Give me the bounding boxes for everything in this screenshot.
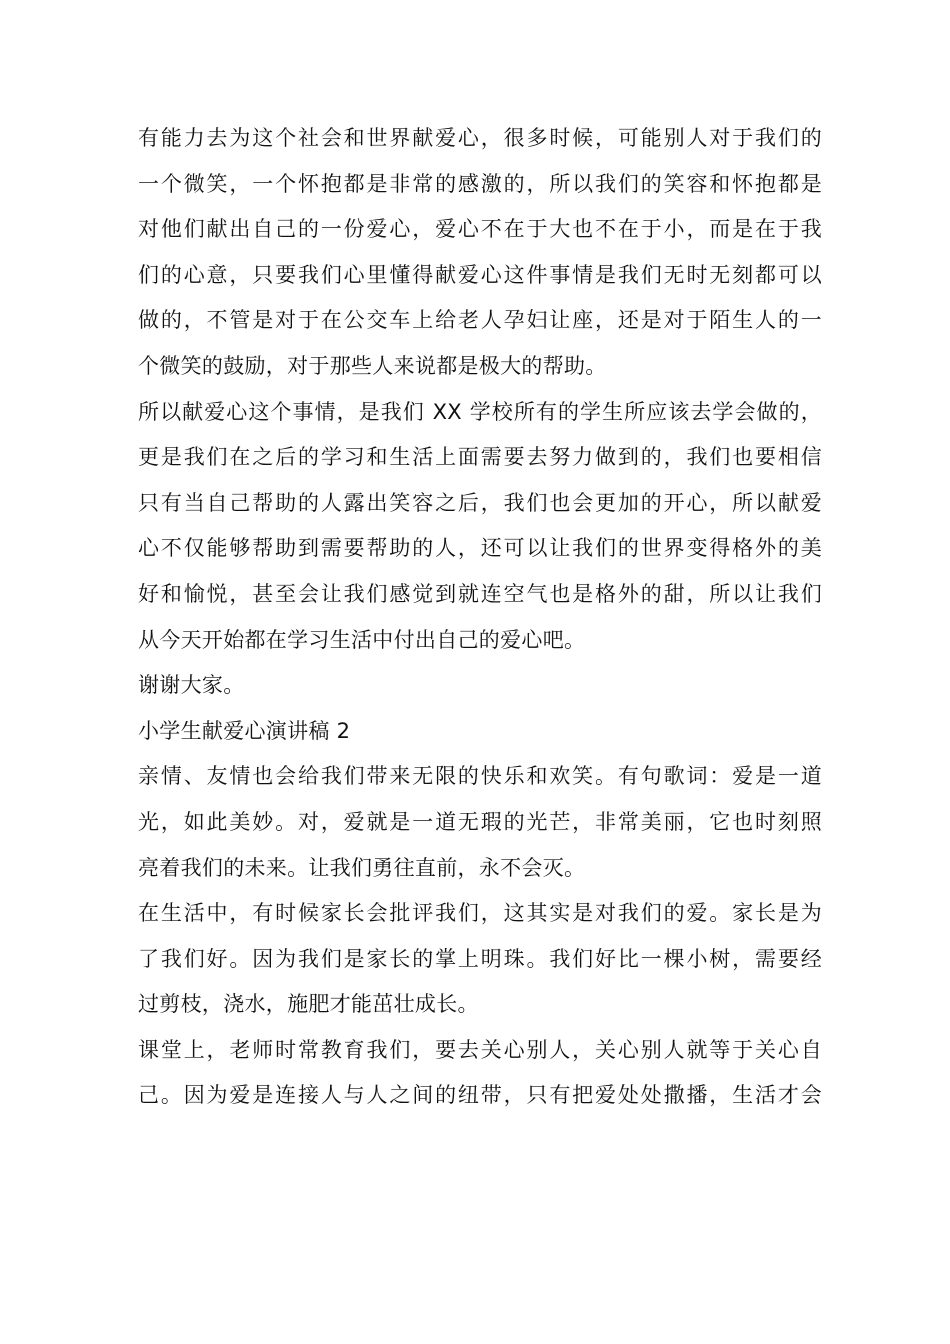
paragraph-5 [138, 1028, 822, 1119]
text-line: 更是我们在之后的学习和生活上面需要去努力做到的，我们也要相信 [138, 445, 822, 470]
text-line: 心不仅能够帮助到需要帮助的人，还可以让我们的世界变得格外的美 [138, 536, 822, 561]
text-line: 亲情、友情也会给我们带来无限的快乐和欢笑。有句歌词：爱是一道 [138, 764, 822, 789]
paragraph-2 [138, 390, 822, 664]
text-line: 谢谢大家。 [138, 673, 245, 698]
document-body [138, 116, 822, 1119]
text-line: 过剪枝，浇水，施肥才能茁壮成长。 [138, 992, 479, 1017]
text-line: 个微笑的鼓励，对于那些人来说都是极大的帮助。 [138, 353, 607, 378]
text-line: 从今天开始都在学习生活中付出自己的爱心吧。 [138, 627, 586, 652]
paragraph-4 [138, 891, 822, 1028]
title-text: 小学生献爱心演讲稿 2 [138, 718, 351, 743]
text-line: 一个微笑，一个怀抱都是非常的感激的，所以我们的笑容和怀抱都是 [138, 171, 822, 196]
text-line: 了我们好。因为我们是家长的掌上明珠。我们好比一棵小树，需要经 [138, 946, 822, 971]
closing-line [138, 663, 822, 709]
section-title [138, 709, 822, 755]
text-line: 好和愉悦，甚至会让我们感觉到就连空气也是格外的甜，所以让我们 [138, 581, 822, 606]
text-line: 课堂上，老师时常教育我们，要去关心别人，关心别人就等于关心自 [138, 1037, 822, 1062]
text-line: 在生活中，有时候家长会批评我们，这其实是对我们的爱。家长是为 [138, 901, 822, 926]
text-line: 对他们献出自己的一份爱心，爱心不在于大也不在于小，而是在于我 [138, 217, 822, 242]
text-line: 只有当自己帮助的人露出笑容之后，我们也会更加的开心，所以献爱 [138, 490, 822, 515]
text-line: 们的心意，只要我们心里懂得献爱心这件事情是我们无时无刻都可以 [138, 262, 822, 287]
text-line: 己。因为爱是连接人与人之间的纽带，只有把爱处处撒播，生活才会 [138, 1083, 822, 1108]
text-line: 所以献爱心这个事情，是我们 XX 学校所有的学生所应该去学会做的， [138, 399, 822, 424]
paragraph-3 [138, 754, 822, 891]
text-line: 亮着我们的未来。让我们勇往直前，永不会灭。 [138, 855, 586, 880]
text-line: 做的，不管是对于在公交车上给老人孕妇让座，还是对于陌生人的一 [138, 308, 822, 333]
paragraph-1 [138, 116, 822, 390]
text-line: 有能力去为这个社会和世界献爱心，很多时候，可能别人对于我们的 [138, 126, 822, 150]
text-line: 光，如此美妙。对，爱就是一道无瑕的光芒，非常美丽，它也时刻照 [138, 809, 822, 834]
